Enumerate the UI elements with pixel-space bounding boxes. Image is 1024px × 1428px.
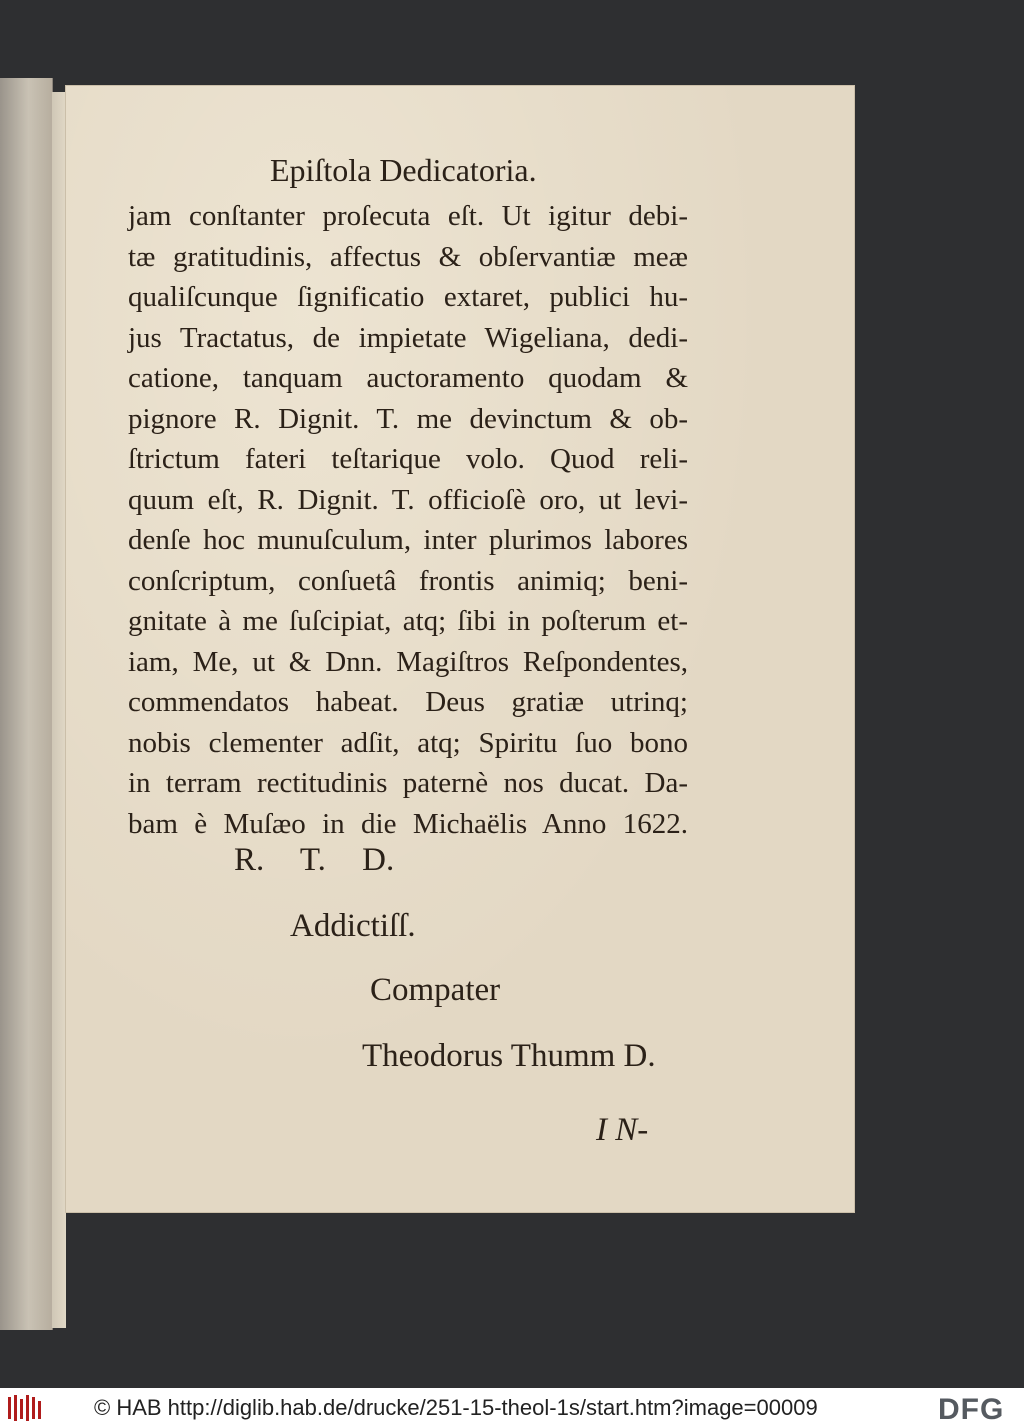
signature: Theodorus Thumm D. [362,1038,656,1074]
text-line: iam, Me, ut & Dnn. Magiſtros Reſpondentes, [128,645,688,678]
text-line: jus Tractatus, de impietate Wigeliana, dedi- [128,321,688,354]
text-line: jam conſtanter proſecuta eſt. Ut igitur debi- [128,200,688,232]
text-line: in terram rectitudinis paternè nos ducat. Da- [128,767,688,799]
text-line: commendatos habeat. Deus gratiæ utrinq; [128,686,688,718]
closing-compater: Compater [370,972,501,1008]
text-line: quum eſt, R. Dignit. T. officioſè oro, ut levi- [128,483,688,516]
body-text [128,196,688,844]
text-line: denſe hoc munuſculum, inter plurimos labores [128,524,688,556]
text-line: ſtrictum fateri teſtarique volo. Quod reli- [128,443,688,475]
page-text [66,86,854,1212]
running-head: Epiſtola Dedicatoria. [270,152,537,188]
text-line: qualiſcunque ſignificatio extaret, publici hu- [128,281,688,313]
text-line: gnitate à me ſuſcipiat, atq; ſibi in poſterum et- [128,605,688,637]
text-line: tæ gratitudinis, affectus & obſervantiæ meæ [128,240,688,273]
copyright-link[interactable]: © HAB http://diglib.hab.de/drucke/251-15-theol-1s/start.htm?image=00009 [94,1395,818,1420]
book-page [66,86,854,1212]
closing-addictiss: Addictiſſ. [290,908,416,944]
closing-initials: R. T. D. [234,842,395,878]
text-line: catione, tanquam auctoramento quodam & [128,362,688,394]
text-line: bam è Muſæo in die Michaëlis Anno 1622. [128,807,688,840]
hab-logo-icon [6,1393,42,1423]
previous-page-edge [0,78,53,1330]
page-gutter [52,92,66,1328]
dfg-logo: DFG [938,1393,1005,1426]
text-line: conſcriptum, conſuetâ frontis animiq; beni- [128,564,688,597]
footer-bar [0,1388,1024,1428]
catchword: I N- [596,1112,649,1148]
text-line: nobis clementer adſit, atq; Spiritu ſuo bono [128,726,688,759]
text-line: pignore R. Dignit. T. me devinctum & ob- [128,402,688,435]
